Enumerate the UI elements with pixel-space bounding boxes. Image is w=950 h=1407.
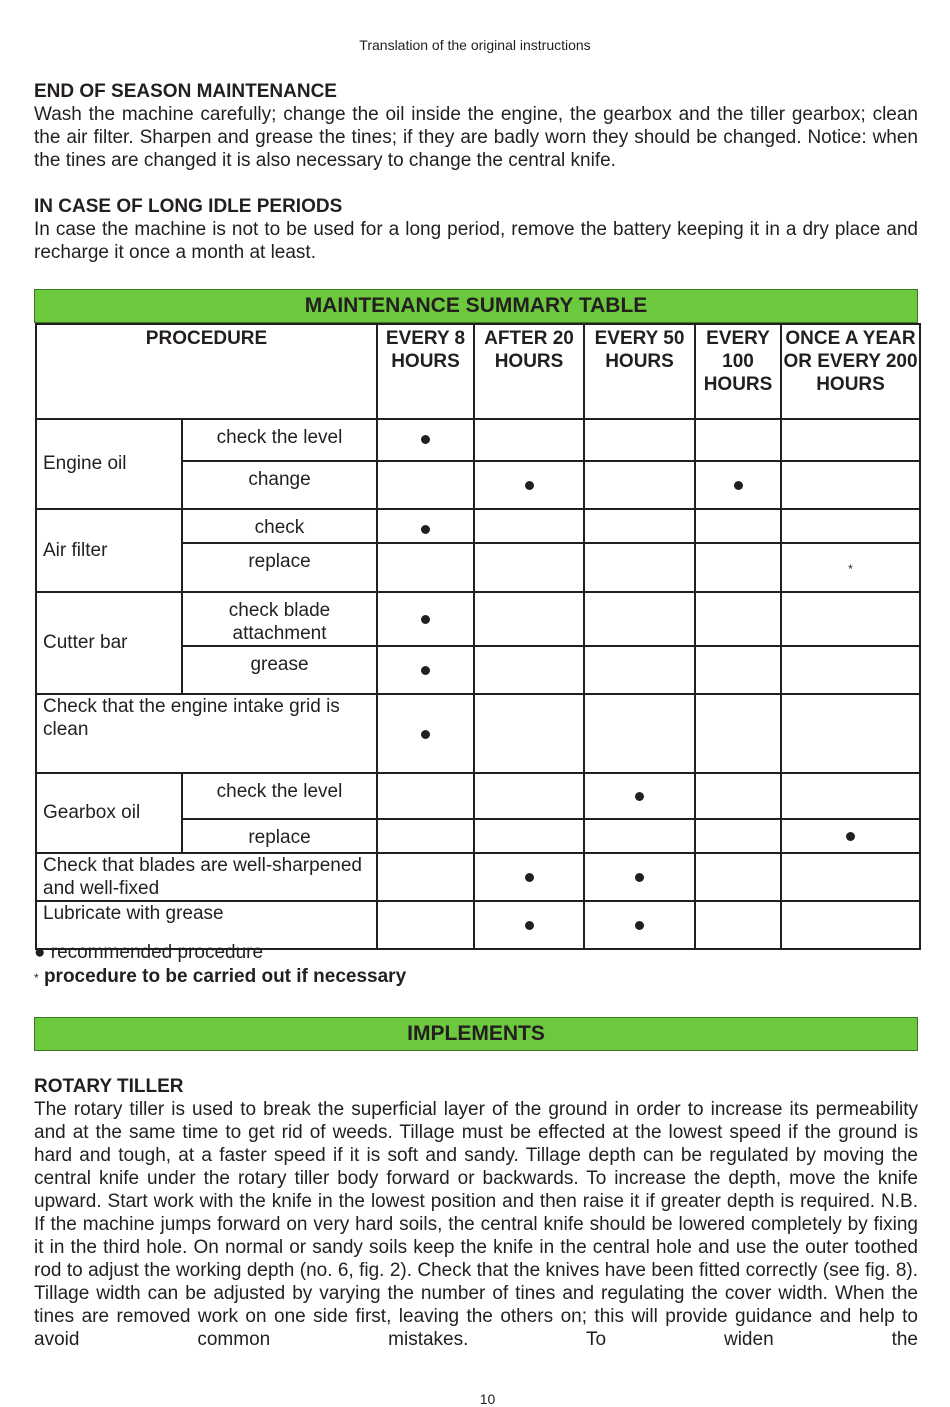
procedure-task: replace xyxy=(182,543,377,592)
table-row xyxy=(36,773,920,819)
cell-every-50-hours xyxy=(584,646,695,694)
bullet-icon xyxy=(525,921,534,930)
cell-every-8-hours xyxy=(377,419,474,461)
table-row xyxy=(36,592,920,646)
bullet-icon xyxy=(635,921,644,930)
legend-if-necessary xyxy=(34,965,406,989)
cell-every-100-hours xyxy=(695,509,781,543)
cell-after-20-hours xyxy=(474,901,584,949)
rotary-tiller-section xyxy=(34,1075,918,1351)
header-after-20-hours: AFTER 20 HOURS xyxy=(474,324,584,419)
maintenance-summary-table xyxy=(35,323,921,950)
cell-every-8-hours xyxy=(377,509,474,543)
procedure-group: Air filter xyxy=(36,509,182,592)
header-procedure: PROCEDURE xyxy=(36,324,377,419)
cell-once-a-year xyxy=(781,509,920,543)
procedure-group: Gearbox oil xyxy=(36,773,182,853)
maintenance-table-title: MAINTENANCE SUMMARY TABLE xyxy=(34,289,918,323)
table-legend xyxy=(34,941,406,989)
cell-every-50-hours xyxy=(584,853,695,901)
procedure-task: check the level xyxy=(182,773,377,819)
procedure-task: grease xyxy=(182,646,377,694)
cell-every-8-hours xyxy=(377,646,474,694)
cell-once-a-year xyxy=(781,819,920,853)
cell-every-50-hours xyxy=(584,509,695,543)
bullet-icon xyxy=(525,873,534,882)
bullet-icon xyxy=(421,435,430,444)
header-every-50-hours: EVERY 50 HOURS xyxy=(584,324,695,419)
bullet-icon xyxy=(421,615,430,624)
cell-every-50-hours xyxy=(584,592,695,646)
bullet-icon xyxy=(421,666,430,675)
procedure-task: check blade attachment xyxy=(182,592,377,646)
legend-recommended xyxy=(34,941,406,965)
cell-every-100-hours xyxy=(695,853,781,901)
procedure-task: check xyxy=(182,509,377,543)
table-row xyxy=(36,419,920,461)
cell-after-20-hours xyxy=(474,694,584,773)
procedure-task: Lubricate with grease xyxy=(36,901,377,949)
cell-every-100-hours xyxy=(695,694,781,773)
procedure-task: Check that the engine intake grid is clean xyxy=(36,694,377,773)
page-number: 10 xyxy=(479,1391,496,1407)
asterisk-icon: * xyxy=(848,561,853,576)
cell-once-a-year xyxy=(781,853,920,901)
cell-once-a-year xyxy=(781,419,920,461)
cell-every-100-hours xyxy=(695,419,781,461)
procedure-task: check the level xyxy=(182,419,377,461)
rotary-tiller-title: ROTARY TILLER xyxy=(34,1076,184,1097)
cell-every-8-hours xyxy=(377,853,474,901)
end-of-season-title: END OF SEASON MAINTENANCE xyxy=(34,81,337,102)
cell-every-8-hours xyxy=(377,694,474,773)
cell-every-50-hours xyxy=(584,773,695,819)
cell-once-a-year xyxy=(781,773,920,819)
cell-after-20-hours xyxy=(474,819,584,853)
cell-every-100-hours xyxy=(695,901,781,949)
page-header: Translation of the original instructions xyxy=(359,37,591,53)
header-every-100-hours: EVERY 100 HOURS xyxy=(695,324,781,419)
cell-every-100-hours xyxy=(695,646,781,694)
cell-every-100-hours xyxy=(695,819,781,853)
bullet-icon: ● xyxy=(34,942,46,963)
asterisk-icon: * xyxy=(34,971,39,985)
cell-once-a-year xyxy=(781,543,920,592)
cell-once-a-year xyxy=(781,592,920,646)
cell-every-50-hours xyxy=(584,694,695,773)
cell-after-20-hours xyxy=(474,509,584,543)
cell-after-20-hours xyxy=(474,853,584,901)
procedure-task: change xyxy=(182,461,377,509)
idle-periods-text: In case the machine is not to be used for a long period, remove the battery keeping it in a dry place and recharge it once a month at least. xyxy=(34,219,918,263)
cell-every-100-hours xyxy=(695,773,781,819)
procedure-group: Cutter bar xyxy=(36,592,182,694)
cell-every-8-hours xyxy=(377,819,474,853)
cell-every-8-hours xyxy=(377,461,474,509)
table-row xyxy=(36,694,920,773)
cell-after-20-hours xyxy=(474,646,584,694)
cell-every-50-hours xyxy=(584,543,695,592)
cell-after-20-hours xyxy=(474,543,584,592)
bullet-icon xyxy=(846,832,855,841)
cell-every-8-hours xyxy=(377,592,474,646)
table-header-row xyxy=(36,324,920,419)
bullet-icon xyxy=(635,792,644,801)
header-every-8-hours: EVERY 8 HOURS xyxy=(377,324,474,419)
table-row xyxy=(36,853,920,901)
cell-after-20-hours xyxy=(474,461,584,509)
bullet-icon xyxy=(421,730,430,739)
cell-after-20-hours xyxy=(474,592,584,646)
legend-recommended-text: recommended procedure xyxy=(50,942,264,963)
procedure-task: Check that blades are well-sharpened and well-fixed xyxy=(36,853,377,901)
cell-every-8-hours xyxy=(377,773,474,819)
cell-once-a-year xyxy=(781,646,920,694)
idle-periods-section xyxy=(34,195,918,264)
cell-every-50-hours xyxy=(584,461,695,509)
end-of-season-text: Wash the machine carefully; change the oil inside the engine, the gearbox and the tiller gearbox; clean the air filter. Sharpen and grease the tines; if they are badly worn they should be changed. Notice: when the tines are changed it is also necessary to change the central knife. xyxy=(34,104,918,171)
bullet-icon xyxy=(421,525,430,534)
bullet-icon xyxy=(635,873,644,882)
idle-periods-title: IN CASE OF LONG IDLE PERIODS xyxy=(34,196,343,217)
cell-once-a-year xyxy=(781,461,920,509)
cell-every-50-hours xyxy=(584,901,695,949)
cell-every-50-hours xyxy=(584,419,695,461)
procedure-group: Engine oil xyxy=(36,419,182,509)
end-of-season-section xyxy=(34,80,918,172)
header-once-a-year: ONCE A YEAR OR EVERY 200 HOURS xyxy=(781,324,920,419)
table-row xyxy=(36,509,920,543)
implements-title: IMPLEMENTS xyxy=(34,1017,918,1051)
cell-after-20-hours xyxy=(474,419,584,461)
rotary-tiller-text: The rotary tiller is used to break the superficial layer of the ground in order to increase its permeability and at the same time to get rid of weeds. Tillage must be effected at the lowest speed if the ground is hard and tough, at a faster speed if it is soft and sandy. Tillage depth can be regulated by moving the central knife under the rotary tiller body forward or backwards. To increase the depth, move the knife upward. Start work with the knife in the lowest position and then raise it if greater depth is required. N.B. If the machine jumps forward on very hard soils, the central knife should be lowered completely by fixing it in the third hole. On normal or sandy soils keep the knife in the central hole and use the outer toothed rod to adjust the working depth (no. 6, fig. 2). Check that the knives have been fitted correctly (see fig. 8). Tillage width can be adjusted by varying the number of tines and regulating the cover width. When the tines are removed work on one side first, leaving the others on; this will provide guidance and help to avoid common mistakes. To widen the xyxy=(34,1099,918,1350)
bullet-icon xyxy=(525,481,534,490)
cell-after-20-hours xyxy=(474,773,584,819)
cell-every-50-hours xyxy=(584,819,695,853)
legend-if-necessary-text: procedure to be carried out if necessary xyxy=(43,966,407,987)
bullet-icon xyxy=(734,481,743,490)
procedure-task: replace xyxy=(182,819,377,853)
cell-every-100-hours xyxy=(695,543,781,592)
cell-every-100-hours xyxy=(695,592,781,646)
cell-every-100-hours xyxy=(695,461,781,509)
cell-every-8-hours xyxy=(377,543,474,592)
cell-once-a-year xyxy=(781,694,920,773)
cell-once-a-year xyxy=(781,901,920,949)
